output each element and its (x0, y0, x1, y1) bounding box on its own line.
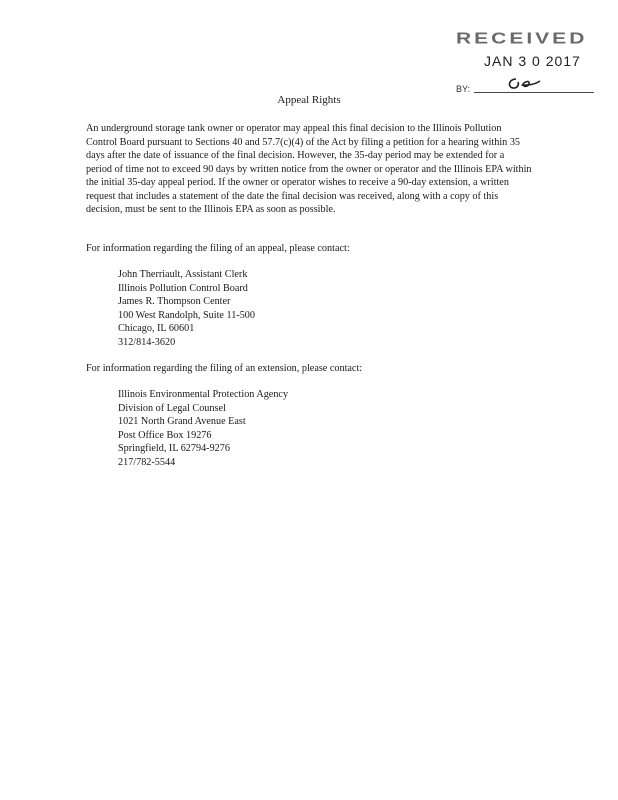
appeal-contact-address (118, 268, 255, 350)
address-line: Illinois Pollution Control Board (118, 282, 248, 294)
address-line: 100 West Randolph, Suite 11-500 (118, 309, 255, 321)
address-line: Chicago, IL 60601 (118, 323, 195, 335)
stamp-date: JAN 3 0 2017 (484, 53, 581, 69)
address-line: Post Office Box 19276 (118, 429, 212, 441)
address-line: Division of Legal Counsel (118, 402, 226, 414)
extension-contact-lead: For information regarding the filing of an extension, please contact: (86, 363, 363, 374)
stamp-initials-signature (504, 73, 548, 93)
address-line: Illinois Environmental Protection Agency (118, 389, 289, 400)
phone-number: 312/814-3620 (118, 336, 176, 348)
address-line: John Therriault, Assistant Clerk (118, 269, 248, 280)
stamp-received-text: RECEIVED (456, 30, 588, 48)
address-line: 1021 North Grand Avenue East (118, 416, 246, 428)
stamp-by-label: BY: (456, 84, 471, 94)
address-line: James R. Thompson Center (118, 296, 231, 308)
phone-number: 217/782-5544 (118, 456, 176, 468)
address-line: Springfield, IL 62794-9276 (118, 443, 230, 455)
page-title: Appeal Rights (277, 94, 341, 106)
appeal-rights-paragraph: An underground storage tank owner or operator may appeal this final decision to the Illinois Pollution Control Board pursuant to Sections 40 and 57.7(c)(4) of the Act by filing a petition for a hearing within 35 days after the date of issuance of the final decision. However, the 35-day period may be extended for a period of time not to exceed 90 days by written notice from the owner or operator and the Illinois EPA within the initial 35-day appeal period. If the owner or operator wishes to receive a 90-day extension, a written request that includes a statement of the date the final decision was received, along with a copy of this decision, must be sent to the Illinois EPA as soon as possible. (86, 123, 532, 215)
received-stamp (452, 26, 602, 100)
appeal-contact-lead: For information regarding the filing of an appeal, please contact: (86, 243, 350, 254)
extension-contact-address (118, 388, 288, 470)
